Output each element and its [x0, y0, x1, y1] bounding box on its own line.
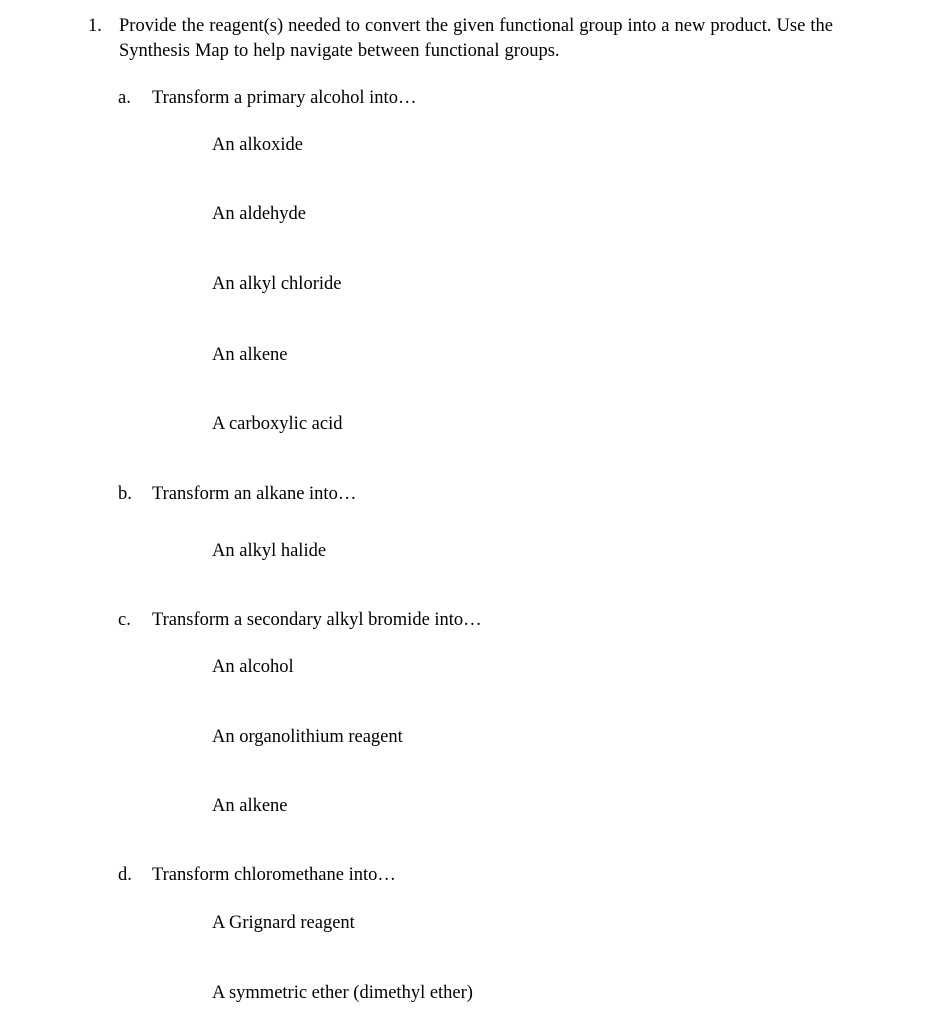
answer-space-c-1[interactable] — [212, 680, 852, 724]
subpart-a-marker: a. — [118, 88, 131, 108]
subpart-a — [118, 86, 878, 111]
subpart-b-marker: b. — [118, 484, 132, 504]
answer-space-a-5[interactable] — [212, 437, 852, 481]
question-1-row — [88, 14, 888, 64]
answer-space-a-3[interactable] — [212, 297, 852, 341]
subpart-c — [118, 608, 878, 633]
answer-space-a-1[interactable] — [212, 158, 852, 202]
subpart-b-text: Transform an alkane into… — [152, 484, 357, 504]
prompt-a-1: An alkoxide — [212, 135, 303, 155]
subpart-c-text: Transform a secondary alkyl bromide into… — [152, 610, 482, 630]
answer-space-a-2[interactable] — [212, 227, 852, 271]
prompt-b-1: An alkyl halide — [212, 541, 327, 561]
prompt-d-2: A symmetric ether (dimethyl ether) — [212, 983, 473, 1003]
question-1-marker: 1. — [88, 16, 102, 36]
subpart-c-marker: c. — [118, 610, 131, 630]
prompt-c-1: An alcohol — [212, 657, 294, 677]
subpart-d — [118, 863, 878, 888]
subpart-d-text: Transform chloromethane into… — [152, 865, 396, 885]
answer-space-c-3[interactable] — [212, 819, 852, 863]
subpart-a-row — [118, 86, 878, 111]
question-1 — [88, 14, 888, 64]
subpart-b — [118, 482, 878, 507]
prompt-a-3: An alkyl chloride — [212, 274, 342, 294]
subpart-c-row — [118, 608, 878, 633]
subpart-b-row — [118, 482, 878, 507]
answer-space-d-1[interactable] — [212, 936, 852, 980]
answer-space-c-2[interactable] — [212, 750, 852, 794]
subpart-a-text: Transform a primary alcohol into… — [152, 88, 417, 108]
subpart-d-row — [118, 863, 878, 888]
prompt-c-2: An organolithium reagent — [212, 727, 403, 747]
prompt-a-2: An aldehyde — [212, 204, 307, 224]
prompt-d-1: A Grignard reagent — [212, 913, 355, 933]
question-1-text: Provide the reagent(s) needed to convert the given functional group into a new product. Use the Synthesis Map to help navigate between functional groups. — [119, 16, 833, 61]
prompt-c-3: An alkene — [212, 796, 288, 816]
answer-space-b-1[interactable] — [212, 564, 852, 608]
prompt-a-5: A carboxylic acid — [212, 414, 343, 434]
subpart-d-marker: d. — [118, 865, 132, 885]
prompt-a-4: An alkene — [212, 345, 288, 365]
answer-space-a-4[interactable] — [212, 368, 852, 412]
